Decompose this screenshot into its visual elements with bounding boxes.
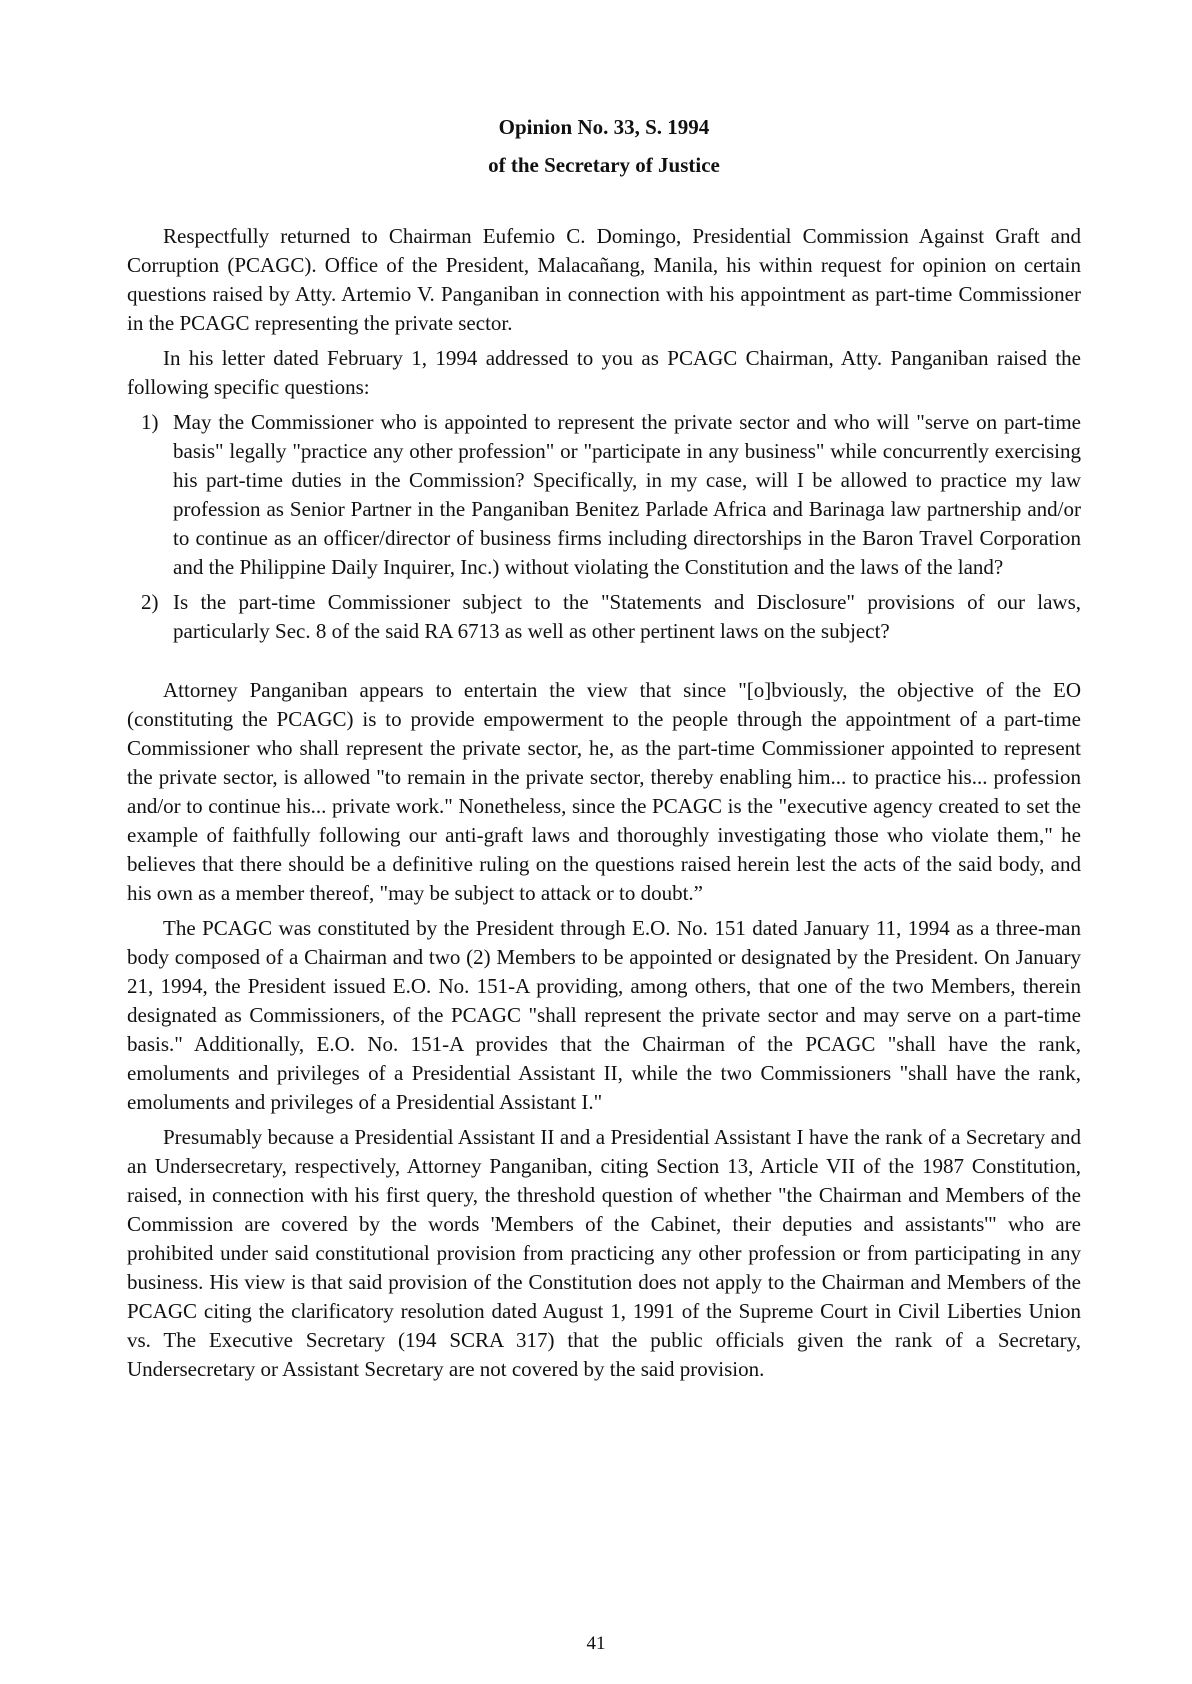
question-item-2 (127, 588, 1081, 646)
page-number: 41 (586, 1633, 606, 1654)
document-page (127, 108, 1081, 1390)
section-spacer (127, 652, 1081, 676)
title-line-1: Opinion No. 33, S. 1994 (498, 115, 710, 139)
question-item-1 (127, 408, 1081, 582)
question-list (127, 408, 1081, 646)
question-text: Is the part-time Commissioner subject to the "Statements and Disclosure" provisions of our laws, particularly Sec. 8 of the said RA 6713 as well as other pertinent laws on the subject? (173, 590, 1081, 643)
title-block (127, 108, 1081, 184)
intro-paragraph-2: In his letter dated February 1, 1994 addressed to you as PCAGC Chairman, Atty. Panganiban raised the following specific questions: (127, 346, 1081, 399)
body-paragraph-2: The PCAGC was constituted by the President through E.O. No. 151 dated January 11, 1994 as a three-man body composed of a Chairman and two (2) Members to be appointed or designated by the President. On January 21, 1994, the President issued E.O. No. 151-A providing, among others, that one of the two Members, therein designated as Commissioners, of the PCAGC "shall represent the private sector and may serve on a part-time basis." Additionally, E.O. No. 151-A provides that the Chairman of the PCAGC "shall have the rank, emoluments and privileges of a Presidential Assistant II, while the two Commissioners "shall have the rank, emoluments and privileges of a Presidential Assistant I." (127, 916, 1081, 1114)
question-number: 2) (141, 590, 159, 614)
intro-paragraph-1: Respectfully returned to Chairman Eufemio C. Domingo, Presidential Commission Against Graft and Corruption (PCAGC). Office of the President, Malacañang, Manila, his within request for opinion on certain questions raised by Atty. Artemio V. Panganiban in connection with his appointment as part-time Commissioner in the PCAGC representing the private sector. (127, 224, 1081, 335)
body-paragraph-3: Presumably because a Presidential Assistant II and a Presidential Assistant I have the rank of a Secretary and an Undersecretary, respectively, Attorney Panganiban, citing Section 13, Article VII of the 1987 Constitution, raised, in connection with his first query, the threshold question of whether "the Chairman and Members of the Commission are covered by the words 'Members of the Cabinet, their deputies and assistants'" who are prohibited under said constitutional provision from practicing any other profession or from participating in any business. His view is that said provision of the Constitution does not apply to the Chairman and Members of the PCAGC citing the clarificatory resolution dated August 1, 1991 of the Supreme Court in Civil Liberties Union vs. The Executive Secretary (194 SCRA 317) that the public officials given the rank of a Secretary, Undersecretary or Assistant Secretary are not covered by the said provision. (127, 1125, 1081, 1381)
question-text: May the Commissioner who is appointed to represent the private sector and who will "serve on part-time basis" legally "practice any other profession" or "participate in any business" while concurrently exercising his part-time duties in the Commission? Specifically, in my case, will I be allowed to practice my law profession as Senior Partner in the Panganiban Benitez Parlade Africa and Barinaga law partnership and/or to continue as an officer/director of business firms including directorships in the Baron Travel Corporation and the Philippine Daily Inquirer, Inc.) without violating the Constitution and the laws of the land? (173, 410, 1081, 579)
title-line-2: of the Secretary of Justice (488, 153, 720, 177)
body-paragraph-1: Attorney Panganiban appears to entertain the view that since "[o]bviously, the objective of the EO (constituting the PCAGC) is to provide empowerment to the people through the appointment of a part-time Commissioner who shall represent the private sector, he, as the part-time Commissioner appointed to represent the private sector, is allowed "to remain in the private sector, thereby enabling him... to practice his... profession and/or to continue his... private work." Nonetheless, since the PCAGC is the "executive agency created to set the example of faithfully following our anti-graft laws and thoroughly investigating those who violate them," he believes that there should be a definitive ruling on the questions raised herein lest the acts of the said body, and his own as a member thereof, "may be subject to attack or to doubt.” (127, 678, 1081, 905)
question-number: 1) (141, 410, 159, 434)
